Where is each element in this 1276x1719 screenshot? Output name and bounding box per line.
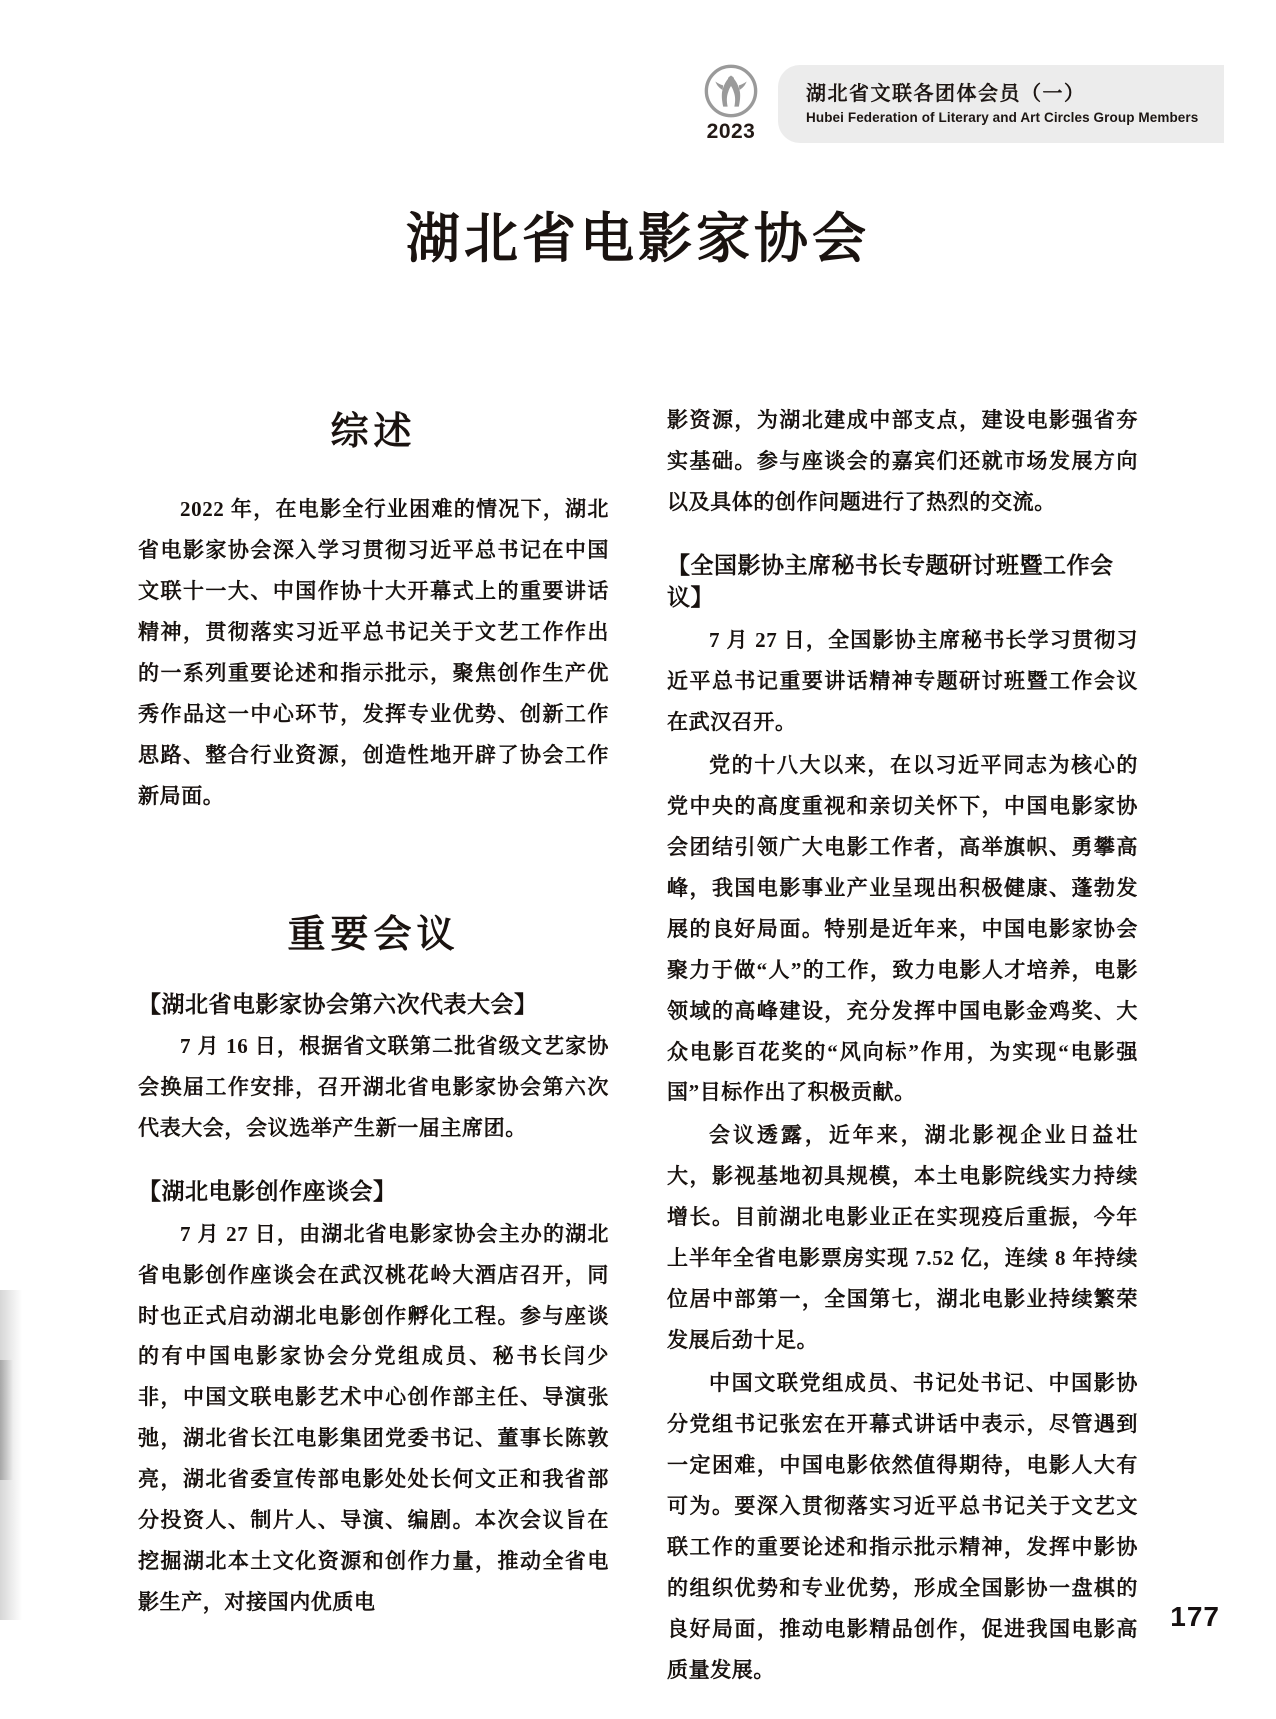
page-number: 177 — [1170, 1601, 1220, 1632]
paragraph-overview: 2022 年，在电影全行业困难的情况下，湖北省电影家协会深入学习贯彻习近平总书记在中国文联十一大、中国作协十大开幕式上的重要讲话精神，贯彻落实习近平总书记关于文艺工作作出的一系列重要论述和指示批示，聚焦创作生产优秀作品这一中心环节，发挥专业优势、创新工作思路、整合行业资源，创造性地开辟了协会工作新局面。 — [138, 497, 609, 808]
subheading-creation-symposium: 【湖北电影创作座谈会】 — [138, 1177, 397, 1204]
subheading-sixth-congress: 【湖北省电影家协会第六次代表大会】 — [138, 990, 538, 1017]
scan-edge-artifact-inner — [0, 1360, 13, 1480]
section-heading-overview: 综述 — [330, 411, 417, 453]
emblem-year: 2023 — [706, 120, 756, 143]
paragraph-creation-symposium: 7 月 27 日，由湖北省电影家协会主办的湖北省电影创作座谈会在武汉桃花岭大酒店召开，同时也正式启动湖北电影创作孵化工程。参与座谈的有中国电影家协会分党组成员、秘书长闫少非，中国文联电影艺术中心创作部主任、导演张弛，湖北省长江电影集团党委书记、董事长陈敦亮，湖北省委宣传部电影处处长何文正和我省部分投资人、制片人、导演、编剧。本次会议旨在挖掘湖北本土文化资源和创作力量，推动全省电影生产，对接国内优质电 — [138, 1221, 609, 1615]
article-columns — [138, 400, 1138, 1693]
subheading-national-seminar: 【全国影协主席秘书长专题研讨班暨工作会议】 — [667, 551, 1114, 611]
paragraph-national-seminar-2: 党的十八大以来，在以习近平同志为核心的党中央的高度重视和亲切关怀下，中国电影家协会团结引领广大电影工作者，高举旗帜、勇攀高峰，我国电影事业产业呈现出积极健康、蓬勃发展的良好局面。特别是近年来，中国电影家协会聚力于做“人”的工作，致力电影人才培养，电影领域的高峰建设，充分发挥中国电影金鸡奖、大众电影百花奖的“风向标”作用，为实现“电影强国”目标作出了积极贡献。 — [667, 752, 1138, 1105]
hubei-federation-emblem-icon — [703, 63, 759, 119]
scan-edge-artifact — [0, 1290, 22, 1620]
paragraph-national-seminar-1: 7 月 27 日，全国影协主席秘书长学习贯彻习近平总书记重要讲话精神专题研讨班暨工作会议在武汉召开。 — [667, 628, 1138, 734]
header-plate — [778, 65, 1224, 143]
paragraph-sixth-congress: 7 月 16 日，根据省文联第二批省级文艺家协会换届工作安排，召开湖北省电影家协会第六次代表大会，会议选举产生新一届主席团。 — [138, 1034, 609, 1141]
paragraph-continuation: 影资源，为湖北建成中部支点，建设电影强省夯实基础。参与座谈会的嘉宾们还就市场发展方向以及具体的创作问题进行了热烈的交流。 — [667, 408, 1138, 514]
header-title-cn: 湖北省文联各团体会员（一） — [806, 82, 1086, 105]
left-column — [138, 400, 609, 1693]
paragraph-national-seminar-4: 中国文联党组成员、书记处书记、中国影协分党组书记张宏在开幕式讲话中表示，尽管遇到一定困难，中国电影依然值得期待，电影人大有可为。要深入贯彻落实习近平总书记关于文艺文联工作的重要论述和指示批示精神，发挥中影协的组织优势和专业优势，形成全国影协一盘棋的良好局面，推动电影精品创作，促进我国电影高质量发展。 — [667, 1371, 1138, 1682]
section-spacer — [138, 819, 609, 903]
right-column — [667, 400, 1138, 1693]
paragraph-national-seminar-3: 会议透露，近年来，湖北影视企业日益壮大，影视基地初具规模，本土电影院线实力持续增长。目前湖北电影业正在实现疫后重振，今年上半年全省电影票房实现 7.52 亿，连续 8 年持续位居中部第一，全国第七，湖北电影业持续繁荣发展后劲十足。 — [667, 1123, 1138, 1353]
running-header — [694, 62, 1224, 146]
section-heading-meetings: 重要会议 — [287, 913, 460, 956]
emblem-block — [694, 61, 768, 147]
header-title-en: Hubei Federation of Literary and Art Circles Group Members — [806, 109, 1199, 125]
page-title: 湖北省电影家协会 — [406, 209, 870, 269]
